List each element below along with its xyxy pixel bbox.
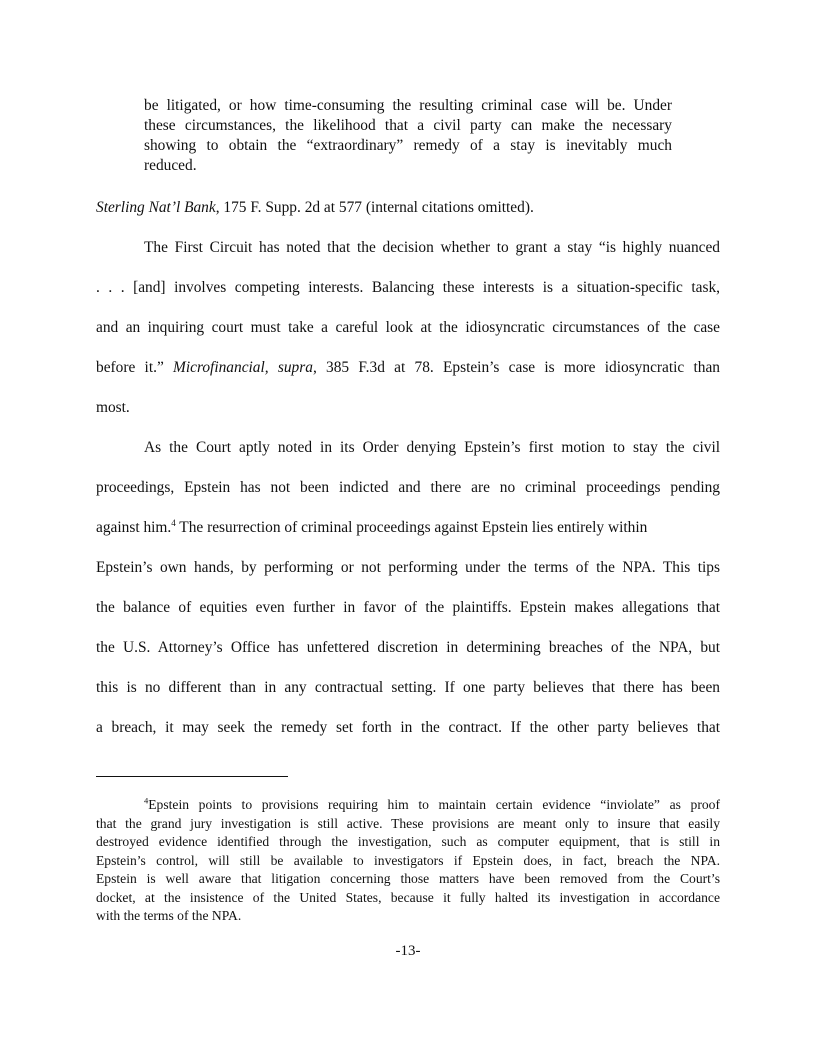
paragraph-line: Epstein’s own hands, by performing or not performing under the terms of the NPA. This tips: [96, 559, 720, 576]
paragraph-line: a breach, it may seek the remedy set forth in the contract. If the other party believes that: [96, 719, 720, 736]
page-number: -13-: [395, 943, 421, 959]
footnote-marker: 4: [144, 795, 149, 806]
paragraph-line: [96, 348, 720, 388]
paragraph-line: the U.S. Attorney’s Office has unfettered discretion in determining breaches of the NPA, but: [96, 639, 720, 656]
line-text: against him.: [96, 519, 172, 536]
paragraph-line: this is no different than in any contractual setting. If one party believes that there has been: [96, 679, 720, 696]
block-quote-line: showing to obtain the “extraordinary” remedy of a stay is inevitably much: [144, 137, 672, 154]
footnote-reference[interactable]: 4: [171, 517, 176, 528]
footnote-separator: [96, 776, 288, 777]
paragraph-first-circuit: [96, 228, 720, 428]
line-text: The resurrection of criminal proceedings against Epstein lies entirely within: [175, 519, 648, 536]
block-quote-line: reduced.: [144, 157, 197, 174]
citation: [96, 198, 720, 218]
citation-case-name: Sterling Nat’l Bank: [96, 199, 216, 216]
paragraph-line: [96, 508, 720, 548]
footnote: [96, 796, 720, 926]
paragraph-line: and an inquiring court must take a careful look at the idiosyncratic circumstances of the case: [96, 319, 720, 336]
footnote-line: Epstein’s control, will still be available to investigators if Epstein does, in fact, breach the NPA.: [96, 852, 720, 868]
footnote-line: [96, 796, 720, 815]
line-text: before it.”: [96, 359, 174, 376]
paragraph-line: the balance of equities even further in favor of the plaintiffs. Epstein makes allegations that: [96, 599, 720, 616]
block-quote-line: these circumstances, the likelihood that a civil party can make the necessary: [144, 117, 672, 134]
footnote-line: with the terms of the NPA.: [96, 908, 242, 923]
footnote-text: Epstein points to provisions requiring him to maintain certain evidence “inviolate” as proof: [148, 797, 720, 812]
block-quote-line: be litigated, or how time-consuming the resulting criminal case will be. Under: [144, 97, 672, 114]
paragraph-line: most.: [96, 399, 130, 416]
block-quote: [144, 96, 672, 176]
footnote-line: destroyed evidence identified through the investigation, such as computer equipment, that is still in: [96, 834, 720, 849]
case-citation-italic: Microfinancial, supra: [173, 359, 313, 376]
paragraph-line: proceedings, Epstein has not been indicted and there are no criminal proceedings pending: [96, 479, 720, 496]
line-text: , 385 F.3d at 78. Epstein’s case is more idiosyncratic than: [312, 359, 720, 376]
paragraph-court-order: [96, 428, 720, 748]
citation-rest: , 175 F. Supp. 2d at 577 (internal citations omitted).: [215, 199, 534, 216]
footnote-line: docket, at the insistence of the United States, because it fully halted its investigation in accordance: [96, 889, 720, 905]
paragraph-line: As the Court aptly noted in its Order denying Epstein’s first motion to stay the civil: [144, 439, 720, 456]
paragraph-line: . . . [and] involves competing interests. Balancing these interests is a situation-specific task,: [96, 279, 720, 296]
footnote-line: that the grand jury investigation is still active. These provisions are meant only to insure that easily: [96, 815, 720, 831]
footnote-line: Epstein is well aware that litigation concerning those matters have been removed from the Court’s: [96, 871, 720, 886]
paragraph-line: The First Circuit has noted that the decision whether to grant a stay “is highly nuanced: [144, 239, 720, 256]
